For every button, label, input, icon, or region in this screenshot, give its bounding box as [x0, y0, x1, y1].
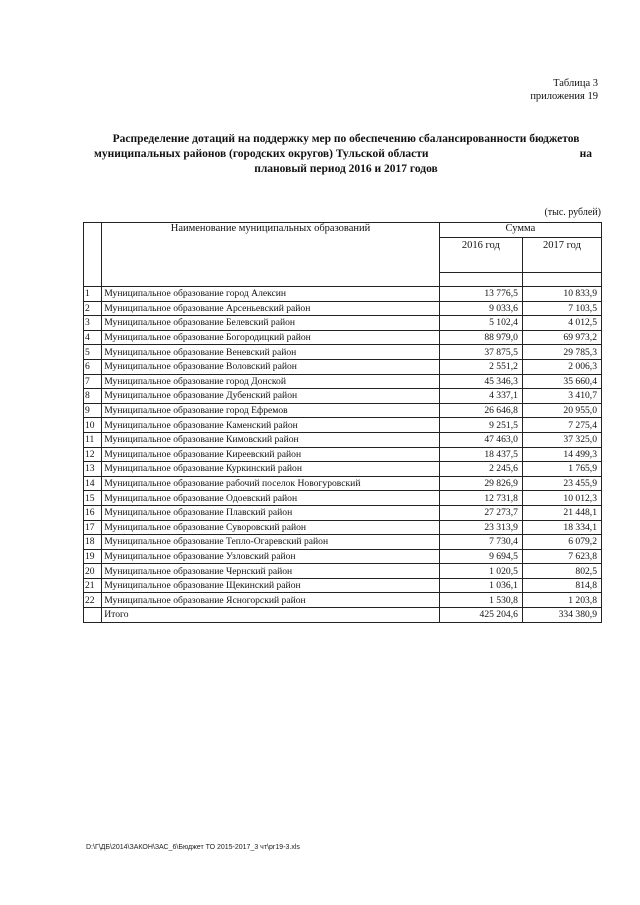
row-value-2017: 1 765,9	[522, 462, 601, 477]
row-value-2017: 814,8	[522, 578, 601, 593]
row-value-2017: 21 448,1	[522, 505, 601, 520]
row-value-2017: 23 455,9	[522, 476, 601, 491]
row-value-2016: 88 979,0	[439, 330, 522, 345]
row-value-2016: 47 463,0	[439, 432, 522, 447]
row-value-2016: 18 437,5	[439, 447, 522, 462]
row-value-2017: 1 203,8	[522, 593, 601, 608]
row-name: Муниципальное образование Кимовский район	[102, 432, 440, 447]
row-value-2016: 23 313,9	[439, 520, 522, 535]
row-value-2017: 7 623,8	[522, 549, 601, 564]
total-number-cell	[84, 608, 102, 623]
table-row	[84, 418, 602, 433]
row-value-2017: 35 660,4	[522, 374, 601, 389]
row-number: 2	[84, 301, 102, 316]
table-row	[84, 345, 602, 360]
table-row	[84, 374, 602, 389]
row-value-2016: 2 245,6	[439, 462, 522, 477]
subsidies-table	[83, 222, 602, 623]
document-title	[86, 132, 606, 177]
row-value-2016: 29 826,9	[439, 476, 522, 491]
total-value-2016: 425 204,6	[439, 608, 522, 623]
row-name: Муниципальное образование Веневский район	[102, 345, 440, 360]
row-number: 9	[84, 403, 102, 418]
table-row	[84, 491, 602, 506]
row-value-2017: 10 012,3	[522, 491, 601, 506]
row-number: 6	[84, 359, 102, 374]
row-number: 1	[84, 287, 102, 302]
row-name: Муниципальное образование Каменский район	[102, 418, 440, 433]
total-row	[84, 608, 602, 623]
header-2016: 2016 год	[439, 238, 522, 273]
row-number: 18	[84, 535, 102, 550]
row-number: 16	[84, 505, 102, 520]
row-name: Муниципальное образование Воловский район	[102, 359, 440, 374]
row-value-2017: 6 079,2	[522, 535, 601, 550]
row-value-2017: 7 275,4	[522, 418, 601, 433]
row-name: Муниципальное образование Щекинский район	[102, 578, 440, 593]
row-name: Муниципальное образование Арсеньевский район	[102, 301, 440, 316]
title-line-2-right: на	[579, 148, 592, 160]
row-name: Муниципальное образование Одоевский район	[102, 491, 440, 506]
row-name: Муниципальное образование рабочий поселок Новогуровский	[102, 476, 440, 491]
row-value-2017: 7 103,5	[522, 301, 601, 316]
row-name: Муниципальное образование Дубенский район	[102, 389, 440, 404]
row-value-2016: 9 033,6	[439, 301, 522, 316]
row-value-2016: 26 646,8	[439, 403, 522, 418]
row-number: 20	[84, 564, 102, 579]
row-value-2016: 37 875,5	[439, 345, 522, 360]
row-value-2016: 5 102,4	[439, 316, 522, 331]
row-number: 8	[84, 389, 102, 404]
table-row	[84, 505, 602, 520]
table-row	[84, 462, 602, 477]
row-name: Муниципальное образование Тепло-Огаревский район	[102, 535, 440, 550]
row-name: Муниципальное образование Узловский район	[102, 549, 440, 564]
row-value-2016: 1 020,5	[439, 564, 522, 579]
spacer-cell	[522, 273, 601, 287]
row-name: Муниципальное образование город Донской	[102, 374, 440, 389]
row-number: 12	[84, 447, 102, 462]
table-row	[84, 549, 602, 564]
row-value-2017: 18 334,1	[522, 520, 601, 535]
row-name: Муниципальное образование Куркинский район	[102, 462, 440, 477]
row-value-2017: 37 325,0	[522, 432, 601, 447]
row-number: 21	[84, 578, 102, 593]
table-row	[84, 287, 602, 302]
row-value-2016: 45 346,3	[439, 374, 522, 389]
row-number: 22	[84, 593, 102, 608]
row-number: 19	[84, 549, 102, 564]
row-name: Муниципальное образование Белевский район	[102, 316, 440, 331]
title-line-2-left: муниципальных районов (городских округов) Тульской области	[94, 148, 429, 160]
table-row	[84, 520, 602, 535]
row-name: Муниципальное образование Суворовский район	[102, 520, 440, 535]
table-row	[84, 359, 602, 374]
table-body	[84, 287, 602, 623]
table-row	[84, 593, 602, 608]
row-number: 17	[84, 520, 102, 535]
row-number: 11	[84, 432, 102, 447]
table-ref: Таблица 3	[553, 78, 598, 89]
row-name: Муниципальное образование город Ефремов	[102, 403, 440, 418]
document-reference	[470, 77, 598, 103]
row-number: 15	[84, 491, 102, 506]
title-line-3: плановый период 2016 и 2017 годов	[254, 163, 438, 175]
table-header-row	[84, 223, 602, 238]
appendix-ref: приложения 19	[530, 91, 598, 102]
row-value-2016: 12 731,8	[439, 491, 522, 506]
table-row	[84, 330, 602, 345]
table-row	[84, 403, 602, 418]
row-value-2016: 1 530,8	[439, 593, 522, 608]
row-value-2016: 9 694,5	[439, 549, 522, 564]
header-number-cell	[84, 223, 102, 287]
row-value-2016: 7 730,4	[439, 535, 522, 550]
row-name: Муниципальное образование Богородицкий район	[102, 330, 440, 345]
table-row	[84, 389, 602, 404]
total-label: Итого	[102, 608, 440, 623]
row-value-2016: 1 036,1	[439, 578, 522, 593]
row-value-2017: 10 833,9	[522, 287, 601, 302]
row-name: Муниципальное образование Чернский район	[102, 564, 440, 579]
row-number: 7	[84, 374, 102, 389]
file-path: D:\Г\ДБ\2014\ЗАКОН\ЗАС_6\Бюджет ТО 2015-2017_3 чт\рг19-3.xls	[86, 844, 300, 851]
spacer-cell	[439, 273, 522, 287]
row-value-2016: 9 251,5	[439, 418, 522, 433]
row-number: 5	[84, 345, 102, 360]
row-name: Муниципальное образование Плавский район	[102, 505, 440, 520]
row-value-2017: 29 785,3	[522, 345, 601, 360]
row-number: 3	[84, 316, 102, 331]
table-row	[84, 578, 602, 593]
table-row	[84, 476, 602, 491]
row-value-2016: 2 551,2	[439, 359, 522, 374]
table-row	[84, 447, 602, 462]
row-number: 13	[84, 462, 102, 477]
header-sum: Сумма	[439, 223, 601, 238]
row-value-2017: 4 012,5	[522, 316, 601, 331]
units-label: (тыс. рублей)	[544, 207, 601, 218]
row-name: Муниципальное образование Киреевский район	[102, 447, 440, 462]
title-line-1: Распределение дотаций на поддержку мер по обеспечению сбалансированности бюджетов	[112, 133, 580, 145]
row-value-2017: 14 499,3	[522, 447, 601, 462]
row-number: 14	[84, 476, 102, 491]
row-name: Муниципальное образование Ясногорский район	[102, 593, 440, 608]
header-name: Наименование муниципальных образований	[102, 223, 440, 287]
row-number: 10	[84, 418, 102, 433]
title-line-2	[86, 147, 606, 162]
table-row	[84, 432, 602, 447]
table-row	[84, 301, 602, 316]
row-value-2017: 69 973,2	[522, 330, 601, 345]
row-value-2016: 27 273,7	[439, 505, 522, 520]
header-2017: 2017 год	[522, 238, 601, 273]
row-name: Муниципальное образование город Алексин	[102, 287, 440, 302]
row-value-2016: 13 776,5	[439, 287, 522, 302]
table-row	[84, 316, 602, 331]
row-value-2016: 4 337,1	[439, 389, 522, 404]
table-row	[84, 564, 602, 579]
row-number: 4	[84, 330, 102, 345]
row-value-2017: 802,5	[522, 564, 601, 579]
row-value-2017: 3 410,7	[522, 389, 601, 404]
row-value-2017: 2 006,3	[522, 359, 601, 374]
total-value-2017: 334 380,9	[522, 608, 601, 623]
table-row	[84, 535, 602, 550]
row-value-2017: 20 955,0	[522, 403, 601, 418]
